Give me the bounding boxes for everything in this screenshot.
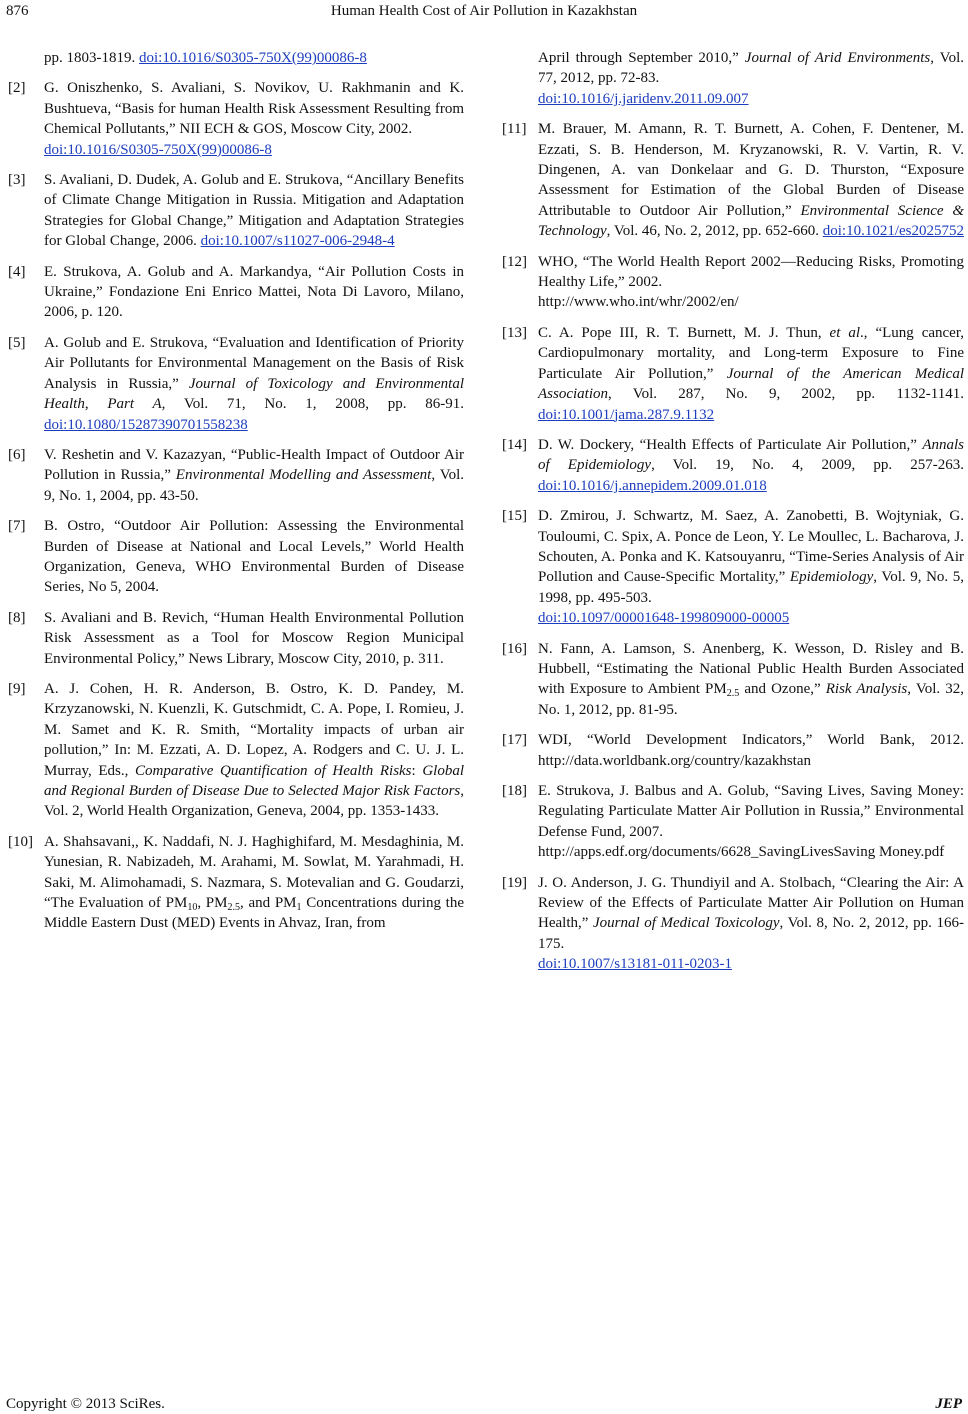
reference-text-run: G. Oniszhenko, S. Avaliani, S. Novikov, U. Rakhmanin and K. Bushtueva, “Basis for human Health Risk Assessment Resulting from Chemical Pollutants,” NII ECH & GOS, Moscow City, 2002. — [44, 80, 464, 138]
subscript-text: 10 — [187, 902, 198, 914]
running-title: Human Health Cost of Air Pollution in Kazakhstan — [330, 3, 638, 19]
reference-text-run: A. Shahsavani,, K. Naddafi, N. J. Haghighifard, M. Mesdaghinia, M. Yunesian, R. Nabizadeh, M. Arahami, M. Sowlat, M. Yarahmadi, H. Saki, M. Alimohamadi, S. Nazmara, S. Motevalian and G. Goudarzi, “The Evaluation of PM — [44, 833, 464, 912]
reference-item — [8, 445, 464, 506]
doi-link[interactable]: doi:10.1016/j.jaridenv.2011.09.007 — [538, 90, 749, 107]
reference-text — [538, 252, 964, 313]
reference-text — [44, 679, 464, 822]
doi-link[interactable]: doi:10.1016/j.annepidem.2009.01.018 — [538, 477, 767, 494]
reference-number: [18] — [502, 783, 527, 799]
copyright-notice: Copyright © 2013 SciRes. — [6, 1396, 165, 1412]
doi-link[interactable]: doi:10.1080/15287390701558238 — [44, 416, 248, 433]
reference-text-run: : — [411, 762, 423, 779]
reference-italic-title: Epidemiology — [789, 569, 874, 586]
reference-number: [4] — [8, 263, 26, 280]
page-number: 876 — [6, 3, 29, 19]
reference-text-run: and Ozone,” — [739, 681, 826, 698]
reference-italic-title: Journal of the American Medical Association — [538, 365, 964, 403]
reference-text-run: M. Brauer, M. Amann, R. T. Burnett, A. Cohen, F. Dentener, M. Ezzati, S. B. Henderson, M. Kryzanowski, R. V. Vartin, R. V. Dingenen, A. van Donkelaar and G. D. Thurston, “Exposure Assessment for Estimation of the Global Burden of Disease Attributable to Outdoor Air Pollution,” — [538, 121, 964, 219]
reference-text-run: , PM — [197, 895, 228, 912]
reference-text-run: , and PM — [239, 895, 297, 912]
references-right-column — [502, 48, 964, 985]
reference-text-run: S. Avaliani and B. Revich, “Human Health Environmental Pollution Risk Assessment as a Tool for Moscow Region Municipal Environmental Policy,” News Library, Moscow City, 2010, p. 311. — [44, 609, 464, 667]
subscript-text: 1 — [296, 902, 302, 914]
reference-item — [8, 262, 464, 323]
doi-link[interactable]: doi:10.1016/S0305-750X(99)00086-8 — [44, 141, 272, 158]
reference-text-run: E. Strukova, J. Balbus and A. Golub, “Saving Lives, Saving Money: Regulating Particulate Matter Air Pollution in Russia,” Environmental Defense Fund, 2007. — [538, 783, 964, 840]
reference-number: [17] — [502, 732, 527, 749]
reference-item — [8, 78, 464, 160]
reference-item — [502, 639, 964, 721]
reference-text-run: N. Fann, A. Lamson, S. Anenberg, K. Wesson, D. Risley and B. Hubbell, “Estimating the National Public Health Burden Associated with Exposure to Ambient PM — [538, 640, 964, 698]
reference-number: [19] — [502, 874, 527, 891]
reference-text — [538, 48, 964, 109]
reference-number: [10] — [8, 833, 33, 850]
page-header — [0, 0, 968, 24]
reference-text-run: B. Ostro, “Outdoor Air Pollution: Assessing the Environmental Burden of Disease at National and Local Levels,” World Health Organization, Geneva, WHO Environmental Burden of Disease Series, No 5, 2004. — [44, 518, 464, 596]
reference-text — [538, 873, 964, 975]
reference-text-run: April through September 2010,” — [538, 50, 745, 66]
reference-text — [538, 323, 964, 425]
reference-item — [8, 608, 464, 669]
reference-text-run: J. O. Anderson, J. G. Thundiyil and A. Stolbach, “Clearing the Air: A Review of the Effects of Particulate Matter Air Pollution on Human Health,” — [538, 874, 964, 932]
reference-item — [502, 252, 964, 313]
reference-italic-title: Risk Analysis — [825, 681, 908, 698]
reference-text-run: , Vol. 287, No. 9, 2002, pp. 1132-1141. — [608, 386, 964, 403]
reference-italic-title: Comparative Quantification of Health Risks — [135, 762, 412, 779]
doi-link[interactable]: doi:10.1007/s11027-006-2948-4 — [200, 233, 395, 250]
reference-item — [502, 873, 964, 975]
reference-number: [12] — [502, 253, 527, 270]
reference-italic-title: Journal of Toxicology and Environmental Health — [44, 375, 464, 413]
references-left-column — [8, 48, 464, 944]
reference-text-run: , Vol. 2, World Health Organization, Geneva, 2004, pp. 1353-1433. — [44, 783, 464, 820]
reference-text-run: D. Zmirou, J. Schwartz, M. Saez, A. Zanobetti, B. Wojtyniak, G. Touloumi, C. Spix, A. Ponce de Leon, Y. Le Moullec, L. Bacharova, J. Schouten, A. Ponka and K. Katsouyanru, “Time-Series Analysis of Air Pollution and Cause-Specific Mortality,” — [538, 508, 964, 586]
subscript-text: 2.5 — [726, 688, 740, 700]
journal-abbreviation: JEP — [935, 1396, 962, 1412]
doi-link[interactable]: doi:10.1097/00001648-199809000-00005 — [538, 610, 790, 627]
reference-italic-title: Global and Regional Burden of Disease Due to Selected Major Risk Factors — [44, 762, 465, 799]
reference-number: [3] — [8, 172, 26, 189]
reference-continuation — [8, 48, 464, 68]
reference-url: http://www.who.int/whr/2002/en/ — [538, 294, 739, 311]
reference-text-run: , Vol. 46, No. 2, 2012, pp. 652-660. — [606, 223, 823, 240]
reference-text — [538, 435, 964, 496]
reference-item — [502, 506, 964, 628]
reference-number: [15] — [502, 508, 527, 525]
reference-text-run: ., “Lung cancer, Cardiopulmonary mortality, and Long-term Exposure to Fine Particulate Air Pollution,” — [538, 324, 964, 382]
reference-italic-title: Journal of Medical Toxicology — [592, 915, 780, 932]
reference-text-run: C. A. Pope III, R. T. Burnett, M. J. Thun, — [538, 324, 830, 341]
reference-item — [8, 333, 464, 435]
reference-text-run: A. J. Cohen, H. R. Anderson, B. Ostro, K. D. Pandey, M. Krzyzanowski, N. Kuenzli, K. Gutschmidt, C. A. Pope, I. Romieu, J. M. Samet and K. R. Smith, “Mortality impacts of urban air pollution,” In: M. Ezzati, A. D. Lopez, A. Rodgers and C. U. J. L. Murray, Eds., — [44, 680, 464, 779]
reference-number: [6] — [8, 446, 26, 463]
reference-text-run: V. Reshetin and V. Kazazyan, “Public-Health Impact of Outdoor Air Pollution in Russia,” — [44, 446, 464, 484]
reference-number: [2] — [8, 80, 26, 97]
reference-text — [44, 608, 464, 669]
reference-number: [13] — [502, 324, 527, 341]
reference-text — [44, 516, 464, 598]
page-footer — [0, 1394, 968, 1414]
reference-text — [44, 170, 464, 252]
reference-item — [502, 730, 964, 771]
reference-number: [16] — [502, 640, 527, 657]
reference-text — [538, 781, 964, 863]
reference-url: http://apps.edf.org/documents/6628_SavingLivesSaving Money.pdf — [538, 844, 945, 861]
reference-text-run: S. Avaliani, D. Dudek, A. Golub and E. Strukova, “Ancillary Benefits of Climate Change Mitigation in Russia. Mitigation and Adaptation Strategies for Global Change,” Mitigation and Adaptation Strategies for Global Change, 2006. — [44, 172, 464, 250]
reference-italic-title: Environmental Modelling and Assessment — [175, 467, 432, 484]
reference-text-run: , Vol. 77, 2012, pp. 72-83. — [538, 50, 964, 87]
reference-text — [538, 119, 964, 241]
doi-link[interactable]: doi:10.1021/es2025752 — [822, 223, 964, 240]
reference-number: [9] — [8, 680, 26, 697]
reference-text — [44, 48, 464, 68]
reference-text — [44, 78, 464, 160]
doi-link[interactable]: doi:10.1001/jama.287.9.1132 — [538, 406, 715, 423]
reference-item — [8, 516, 464, 598]
reference-item — [502, 323, 964, 425]
reference-text — [44, 262, 464, 323]
reference-item — [8, 170, 464, 252]
reference-text-run: WHO, “The World Health Report 2002—Reducing Risks, Promoting Healthy Life,” 2002. — [538, 253, 964, 291]
reference-text-run: A. Golub and E. Strukova, “Evaluation and Identification of Priority Air Pollutants for Environmental Management on the Basis of Risk Analysis in Russia,” — [44, 334, 464, 392]
reference-item — [8, 679, 464, 822]
reference-number: [14] — [502, 436, 527, 453]
reference-text — [44, 333, 464, 435]
reference-text-run: , Vol. 71, No. 1, 2008, pp. 86-91. — [161, 396, 465, 413]
doi-link[interactable]: doi:10.1016/S0305-750X(99)00086-8 — [139, 50, 367, 66]
reference-continuation — [502, 48, 964, 109]
reference-text-run: , Vol. 8, No. 2, 2012, pp. 166-175. — [538, 915, 965, 952]
reference-text — [538, 639, 964, 721]
reference-italic-title: Annals of Epidemiology — [538, 436, 964, 474]
reference-italic-title: Part A — [107, 396, 162, 413]
reference-text-run: , Vol. 32, No. 1, 2012, pp. 81-95. — [538, 681, 964, 718]
reference-text-run: Concentrations during the Middle Eastern Dust (MED) Events in Ahvaz, Iran, from — [44, 895, 464, 932]
reference-text-run: E. Strukova, A. Golub and A. Markandya, “Air Pollution Costs in Ukraine,” Fondazione Eni Enrico Mattei, Nota Di Lavoro, Milano, 2006, p. 120. — [44, 263, 464, 321]
reference-text-run: pp. 1803-1819. — [44, 50, 139, 66]
reference-text-run: , Vol. 9, No. 5, 1998, pp. 495-503. — [538, 569, 964, 606]
reference-text-run: , Vol. 9, No. 1, 2004, pp. 43-50. — [44, 467, 465, 504]
subscript-text: 2.5 — [227, 902, 240, 914]
reference-text — [538, 730, 964, 771]
doi-link[interactable]: doi:10.1007/s13181-011-0203-1 — [538, 956, 733, 973]
reference-number: [5] — [8, 334, 26, 351]
reference-text — [44, 445, 464, 506]
reference-text — [538, 506, 964, 628]
reference-text — [44, 832, 464, 934]
reference-item — [502, 435, 964, 496]
reference-italic-title: Environmental Science & Technology — [538, 202, 964, 240]
reference-text-run: , Vol. 19, No. 4, 2009, pp. 257-263. — [651, 457, 964, 474]
reference-text-run: D. W. Dockery, “Health Effects of Particulate Air Pollution,” — [538, 436, 923, 453]
reference-number: [8] — [8, 609, 26, 626]
reference-item — [502, 119, 964, 241]
reference-italic-title: et al — [829, 324, 860, 341]
reference-text-run: , — [84, 396, 108, 413]
reference-italic-title: Journal of Arid Environments — [744, 50, 931, 66]
reference-number: [7] — [8, 518, 26, 535]
reference-text-run: WDI, “World Development Indicators,” World Bank, 2012. http://data.worldbank.org/country/kazakhstan — [538, 732, 964, 769]
reference-item — [8, 832, 464, 934]
reference-number: [11] — [502, 121, 527, 138]
reference-item — [502, 781, 964, 863]
